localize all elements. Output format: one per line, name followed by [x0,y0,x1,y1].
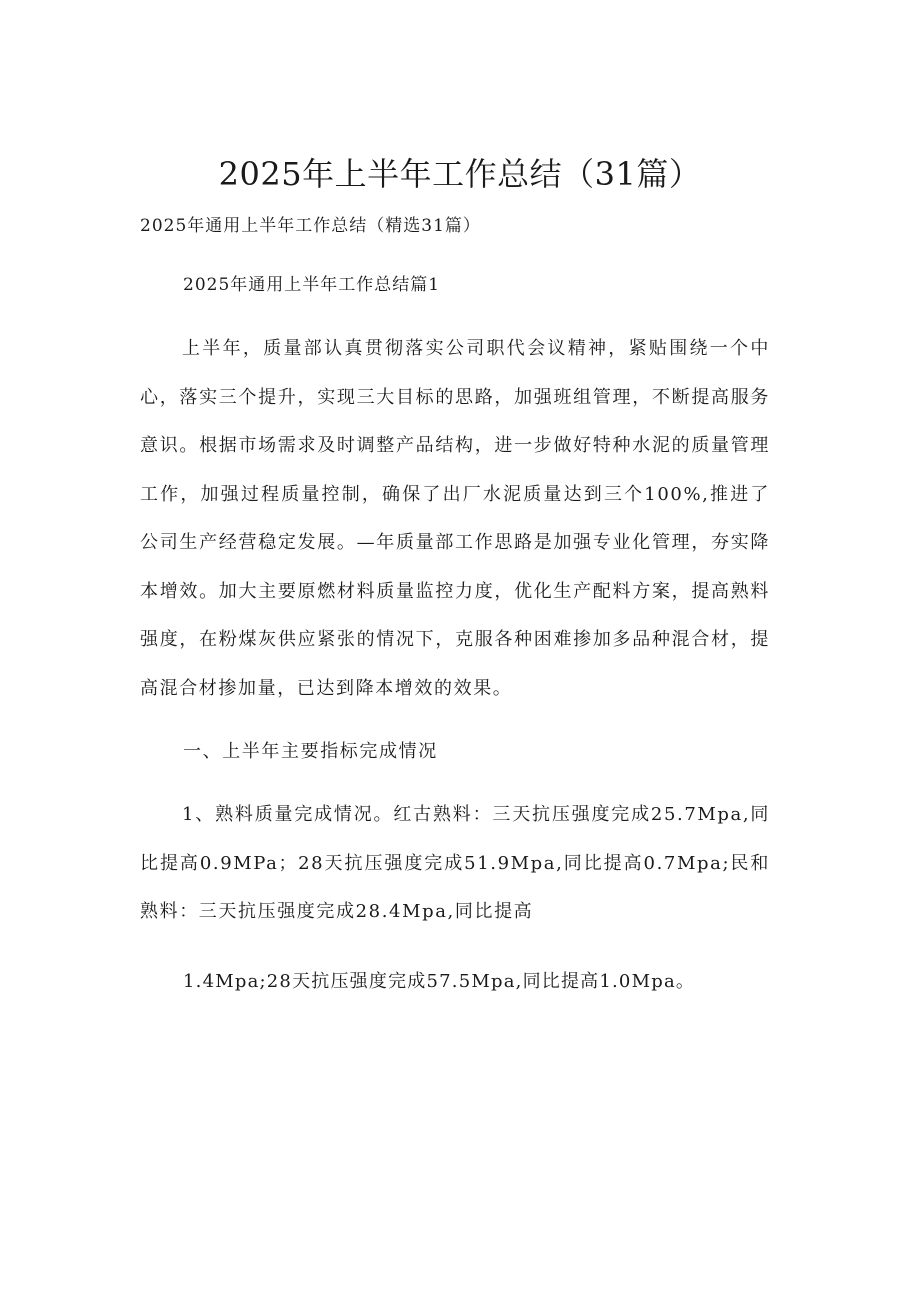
subsection-heading: 一、上半年主要指标完成情况 [183,741,438,762]
body-paragraph-intro: 上半年，质量部认真贯彻落实公司职代会议精神，紧贴围绕一个中心，落实三个提升，实现三大目标的思路，加强班组管理，不断提高服务意识。根据市场需求及时调整产品结构，进一步做好特种水泥的质量管理工作，加强过程质量控制，确保了出厂水泥质量达到三个100%,推进了公司生产经营稳定发展。—年质量部工作思路是加强专业化管理，夯实降本增效。加大主要原燃材料质量监控力度，优化生产配料方案，提高熟料强度，在粉煤灰供应紧张的情况下，克服各种困难掺加多品种混合材，提高混合材掺加量，已达到降本增效的效果。 [140,338,770,699]
document-title: 2025年上半年工作总结（31篇） [218,155,702,193]
section-heading: 2025年通用上半年工作总结篇1 [183,275,441,295]
document-subtitle: 2025年通用上半年工作总结（精选31篇） [140,216,481,236]
body-paragraph-clinker: 1、熟料质量完成情况。红古熟料：三天抗压强度完成25.7Mpa,同比提高0.9MPa；28天抗压强度完成51.9Mpa,同比提高0.7Mpa;民和熟料：三天抗压强度完成28.4Mpa,同比提高 [140,804,770,922]
body-paragraph-continuation: 1.4Mpa;28天抗压强度完成57.5Mpa,同比提高1.0Mpa。 [183,971,696,992]
